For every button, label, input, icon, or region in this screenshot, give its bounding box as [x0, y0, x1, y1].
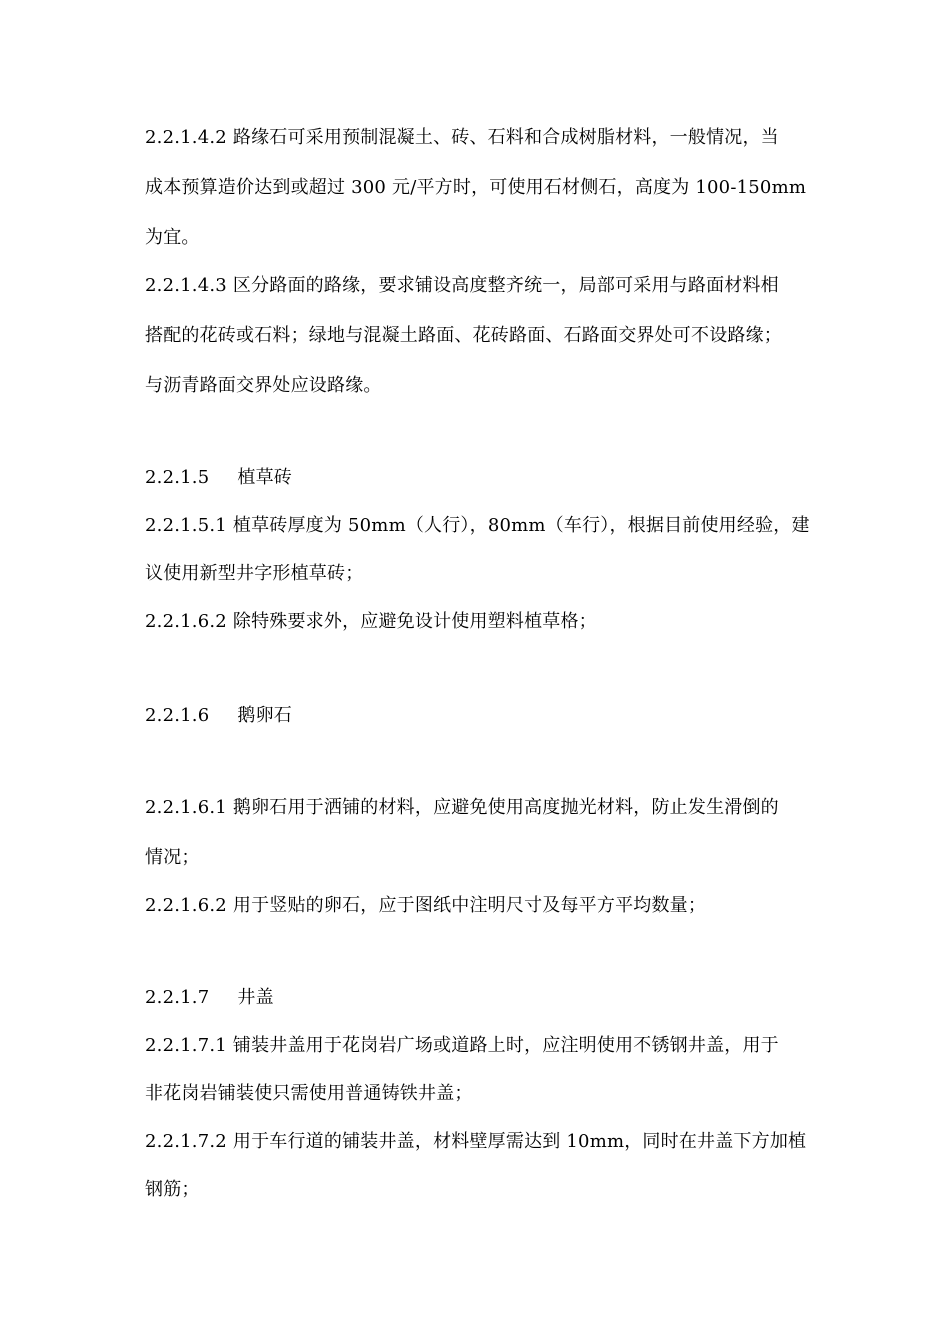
paragraph-2-2-1-7-1-line-2: 非花岗岩铺装使只需使用普通铸铁井盖； — [145, 1083, 473, 1104]
paragraph-2-2-1-4-3-line-1: 2.2.1.4.3 区分路面的路缘，要求铺设高度整齐统一，局部可采用与路面材料相 — [145, 275, 779, 296]
section-number: 2.2.1.6 — [145, 705, 210, 726]
paragraph-2-2-1-6-2-line-1: 2.2.1.6.2 用于竖贴的卵石，应于图纸中注明尺寸及每平方平均数量； — [145, 895, 707, 916]
paragraph-2-2-1-4-2-line-3: 为宜。 — [145, 227, 200, 248]
paragraph-2-2-1-7-2-line-2: 钢筋； — [145, 1179, 200, 1200]
section-number: 2.2.1.7 — [145, 987, 210, 1008]
section-heading-2-2-1-6 — [145, 704, 825, 728]
section-number: 2.2.1.5 — [145, 467, 210, 488]
paragraph-2-2-1-6-2-grass-line-1: 2.2.1.6.2 除特殊要求外，应避免设计使用塑料植草格； — [145, 611, 597, 632]
paragraph-2-2-1-6-1-line-1: 2.2.1.6.1 鹅卵石用于洒铺的材料，应避免使用高度抛光材料，防止发生滑倒的 — [145, 797, 779, 818]
paragraph-2-2-1-7-1-line-1: 2.2.1.7.1 铺装井盖用于花岗岩广场或道路上时，应注明使用不锈钢井盖，用于 — [145, 1035, 779, 1056]
section-title: 植草砖 — [237, 467, 292, 488]
paragraph-2-2-1-4-3-line-2: 搭配的花砖或石料；绿地与混凝土路面、花砖路面、石路面交界处可不设路缘； — [145, 325, 782, 346]
paragraph-2-2-1-4-3-line-3: 与沥青路面交界处应设路缘。 — [145, 375, 382, 396]
section-title: 鹅卵石 — [237, 705, 292, 726]
paragraph-2-2-1-7-2-line-1: 2.2.1.7.2 用于车行道的铺装井盖，材料壁厚需达到 10mm，同时在井盖下方加植 — [145, 1131, 807, 1152]
paragraph-2-2-1-4-2-line-1: 2.2.1.4.2 路缘石可采用预制混凝土、砖、石料和合成树脂材料，一般情况，当 — [145, 127, 779, 148]
paragraph-2-2-1-6-1-line-2: 情况； — [145, 847, 200, 868]
paragraph-2-2-1-5-1-line-1: 2.2.1.5.1 植草砖厚度为 50mm（人行），80mm（车行），根据目前使用经验，建 — [145, 515, 810, 536]
section-heading-2-2-1-7 — [145, 986, 825, 1010]
paragraph-2-2-1-4-2-line-2: 成本预算造价达到或超过 300 元/平方时，可使用石材侧石，高度为 100-150mm — [145, 177, 807, 198]
section-title: 井盖 — [237, 987, 274, 1008]
paragraph-2-2-1-5-1-line-2: 议使用新型井字形植草砖； — [145, 563, 364, 584]
section-heading-2-2-1-5 — [145, 466, 825, 490]
